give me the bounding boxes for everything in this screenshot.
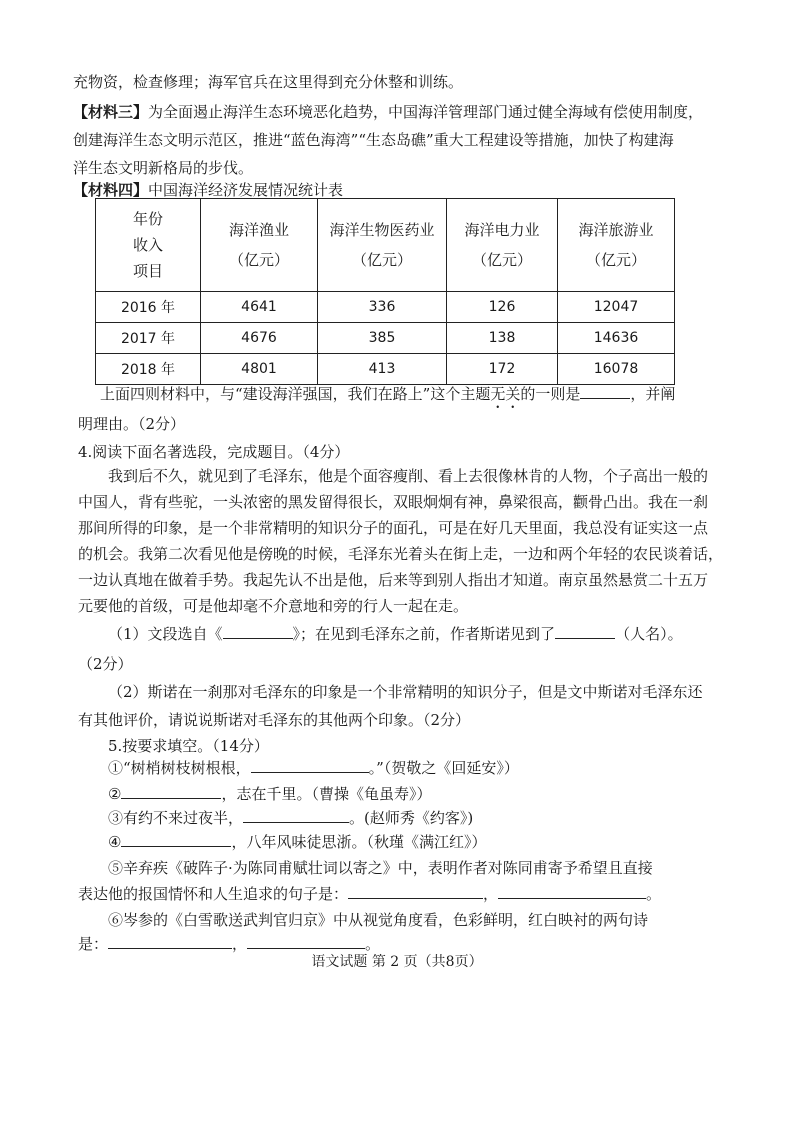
answer-blank[interactable] bbox=[121, 784, 221, 799]
text-line: ⑤辛弃疾《破阵子·为陈同甫赋壮词以寄之》中，表明作者对陈同甫寄予希望且直接 bbox=[108, 859, 653, 877]
year-cell: 2017 年 bbox=[96, 323, 201, 354]
column-unit: （亿元） bbox=[228, 251, 289, 269]
material-tag: 【材料四】 bbox=[73, 181, 149, 199]
stats-table bbox=[95, 198, 675, 385]
text-span: 。(赵师秀《约客》) bbox=[349, 809, 474, 827]
person-name-blank[interactable] bbox=[555, 624, 615, 639]
text-span: 》；在见到毛泽东之前，作者斯诺见到了 bbox=[292, 625, 556, 643]
header-cell bbox=[201, 199, 318, 292]
text-span: 表达他的报国情怀和人生追求的句子是： bbox=[78, 885, 349, 903]
fill-item-3 bbox=[108, 808, 473, 828]
text-span: ，志在千里。（曹操《龟虽寿》） bbox=[221, 785, 432, 803]
question-4-1-line bbox=[108, 624, 683, 644]
value-cell: 16078 bbox=[558, 354, 675, 385]
value-cell: 413 bbox=[318, 354, 447, 385]
text-line: 有其他评价，请说说斯诺对毛泽东的其他两个印象。（2分） bbox=[78, 711, 471, 729]
text-line: 为全面遏止海洋生态环境恶化趋势，中国海洋管理部门通过健全海域有偿使用制度， bbox=[148, 103, 704, 121]
text-line: （2分） bbox=[78, 655, 133, 673]
text-span: ， bbox=[483, 885, 499, 903]
passage-line: 元要他的首级，可是他却毫不介意地和旁的行人一起在走。 bbox=[78, 597, 469, 615]
header-cell bbox=[318, 199, 447, 292]
passage-line: 中国人，背有些驼，一头浓密的黑发留得很长，双眼炯炯有神，鼻梁很高，颧骨凸出。我在一刹 bbox=[78, 493, 709, 511]
answer-blank[interactable] bbox=[243, 808, 349, 823]
question-three-line bbox=[100, 384, 675, 412]
text-span: ，八年风味徒思浙。（秋瑾《满江红》） bbox=[231, 833, 487, 851]
value-cell: 14636 bbox=[558, 323, 675, 354]
question-four-heading: 4.阅读下面名著选段，完成题目。（4分） bbox=[78, 443, 350, 461]
question-five-heading: 5.按要求填空。（14分） bbox=[108, 737, 269, 755]
passage-line: 一边认真地在做着手势。我起先认不出是他，后来等到别人指出才知道。南京虽然悬赏二十五万 bbox=[78, 571, 709, 589]
text-span: 。 bbox=[646, 885, 662, 903]
value-cell: 4801 bbox=[201, 354, 318, 385]
text-line: ⑥岑参的《白雪歌送武判官归京》中从视觉角度看，色彩鲜明，红白映衬的两句诗 bbox=[108, 911, 649, 929]
fill-item-5 bbox=[78, 884, 661, 904]
value-cell: 126 bbox=[447, 292, 558, 323]
value-cell: 4676 bbox=[201, 323, 318, 354]
column-name: 海洋渔业 bbox=[228, 221, 289, 239]
text-line: 洋生态文明新格局的步伐。 bbox=[73, 159, 254, 177]
answer-blank[interactable] bbox=[580, 384, 630, 399]
table-title: 中国海洋经济发展情况统计表 bbox=[148, 181, 344, 199]
passage-line: 那间所得的印象，是一个非常精明的知识分子的面孔，可是在好几天里面，我总没有证实这一点 bbox=[78, 519, 709, 537]
answer-blank[interactable] bbox=[121, 832, 231, 847]
column-unit: （亿元） bbox=[351, 251, 412, 269]
answer-blank[interactable] bbox=[251, 758, 369, 773]
header-label: 年份 bbox=[132, 210, 163, 228]
header-cell bbox=[558, 199, 675, 292]
fill-item-2 bbox=[108, 784, 431, 804]
emphasis-text: 无关 bbox=[490, 385, 521, 403]
text-span: （1）文段选自《 bbox=[108, 625, 223, 643]
material-three-line bbox=[73, 102, 703, 122]
text-line: 充物资，检查修理；海军官兵在这里得到充分休整和训练。 bbox=[73, 73, 464, 91]
fill-item-4 bbox=[108, 832, 486, 852]
text-line: 明理由。（2分） bbox=[78, 415, 186, 433]
material-tag: 【材料三】 bbox=[73, 103, 149, 121]
text-span: ③有约不来过夜半， bbox=[108, 809, 244, 827]
table-row bbox=[96, 354, 675, 385]
header-cell bbox=[447, 199, 558, 292]
value-cell: 4641 bbox=[201, 292, 318, 323]
year-cell: 2018 年 bbox=[96, 354, 201, 385]
text-span: 的一则是 bbox=[520, 385, 581, 403]
value-cell: 138 bbox=[447, 323, 558, 354]
answer-blank[interactable] bbox=[348, 884, 483, 899]
item-number: ② bbox=[108, 785, 122, 803]
text-span: ，并阐 bbox=[630, 385, 676, 403]
material-four-line bbox=[73, 180, 343, 200]
page-footer: 语文试题 第 2 页（共8页） bbox=[311, 954, 483, 970]
header-label: 项目 bbox=[132, 262, 163, 280]
value-cell: 385 bbox=[318, 323, 447, 354]
book-title-blank[interactable] bbox=[223, 624, 293, 639]
text-span: ①“树梢树枝树根根， bbox=[108, 759, 251, 777]
text-line: 创建海洋生态文明示范区，推进“蓝色海湾”“生态岛礁”重大工程建设等措施，加快了构建海 bbox=[73, 131, 674, 149]
text-line: （2）斯诺在一刹那对毛泽东的印象是一个非常精明的知识分子，但是文中斯诺对毛泽东还 bbox=[108, 683, 703, 701]
column-unit: （亿元） bbox=[585, 251, 646, 269]
answer-blank[interactable] bbox=[108, 934, 232, 949]
answer-blank[interactable] bbox=[247, 934, 365, 949]
year-cell: 2016 年 bbox=[96, 292, 201, 323]
answer-blank[interactable] bbox=[498, 884, 646, 899]
passage-line: 的机会。我第二次看见他是傍晚的时候，毛泽东光着头在街上走，一边和两个年轻的农民谈着话， bbox=[78, 545, 724, 563]
text-span: 。”（贺敬之《回延安》） bbox=[368, 759, 519, 777]
table-header-row bbox=[96, 199, 675, 292]
value-cell: 172 bbox=[447, 354, 558, 385]
column-unit: （亿元） bbox=[471, 251, 532, 269]
table-row bbox=[96, 292, 675, 323]
text-span: ， bbox=[232, 935, 248, 953]
text-span: 。 bbox=[365, 935, 381, 953]
table-row bbox=[96, 323, 675, 354]
item-number: ④ bbox=[108, 833, 122, 851]
value-cell: 336 bbox=[318, 292, 447, 323]
header-item-cell bbox=[96, 199, 201, 292]
text-span: 是： bbox=[78, 935, 109, 953]
column-name: 海洋生物医药业 bbox=[329, 221, 435, 239]
header-label: 收入 bbox=[132, 236, 163, 254]
column-name: 海洋旅游业 bbox=[578, 221, 654, 239]
column-name: 海洋电力业 bbox=[464, 221, 540, 239]
passage-line: 我到后不久，就见到了毛泽东，他是个面容瘦削、看上去很像林肯的人物，个子高出一般的 bbox=[108, 467, 709, 485]
text-span: （人名）。 bbox=[615, 625, 683, 643]
value-cell: 12047 bbox=[558, 292, 675, 323]
fill-item-1 bbox=[108, 758, 519, 778]
text-span: 上面四则材料中，与“建设海洋强国，我们在路上”这个主题 bbox=[100, 385, 491, 403]
